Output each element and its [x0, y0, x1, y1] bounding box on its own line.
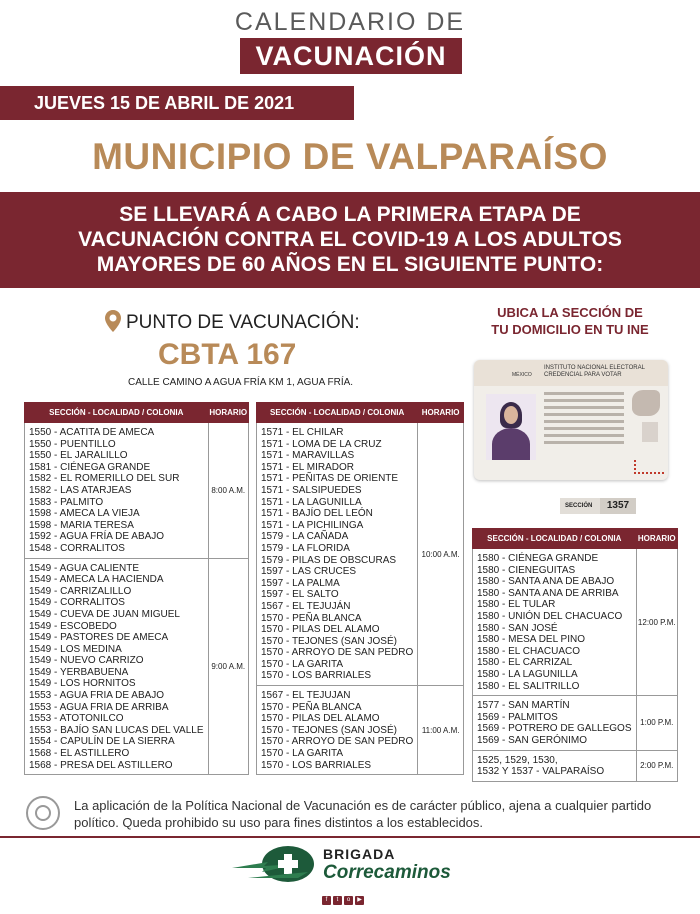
locations-cell [473, 696, 637, 750]
seccion-value: 1357 [600, 498, 636, 514]
location-item: 1570 - PEÑA BLANCA [261, 612, 362, 624]
col-header-horario: HORARIO [418, 403, 464, 423]
announcement-line: SE LLEVARÁ A CABO LA PRIMERA ETAPA DE [119, 203, 581, 226]
location-item: 1580 - LA LAGUNILLA [477, 668, 578, 680]
location-item: 1549 - NUEVO CARRIZO [29, 655, 144, 667]
punto-name: CBTA 167 [158, 338, 297, 371]
time-cell: 1:00 P.M. [636, 696, 678, 750]
col-header-seccion: SECCIÓN - LOCALIDAD / COLONIA [473, 529, 637, 549]
twitter-icon[interactable]: t [333, 896, 342, 905]
ine-card-title [544, 365, 645, 379]
location-item: 1549 - AGUA CALIENTE [29, 562, 140, 574]
location-item: 1570 - LA GARITA [261, 748, 344, 760]
footer-note: La aplicación de la Política Nacional de Vacunación es de carácter público, ajena a cualquier partido político. Queda prohibido su uso para fines distintos a los establecidos. [74, 798, 652, 830]
location-item: 1579 - LA FLORIDA [261, 542, 350, 554]
table-row [25, 423, 249, 559]
seccion-label: SECCIÓN [560, 498, 636, 514]
location-item: 1569 - SAN GERÓNIMO [477, 734, 588, 746]
ine-card-country: MÉXICO [512, 372, 532, 378]
location-item: 1549 - LOS HORNITOS [29, 678, 136, 690]
table-body [257, 423, 464, 775]
brigada-logo-icon [228, 842, 320, 890]
location-item: 1567 - EL TEJUJAN [261, 690, 351, 702]
schedule-table-2 [256, 402, 464, 775]
location-item: 1580 - EL TULAR [477, 599, 556, 611]
location-item: 1598 - MARIA TERESA [29, 519, 134, 531]
schedule-table-1 [24, 402, 249, 775]
location-item: 1570 - ARROYO DE SAN PEDRO [261, 736, 414, 748]
location-item: 1554 - CAPULÍN DE LA SIERRA [29, 736, 175, 748]
location-item: 1592 - AGUA FRÍA DE ABAJO [29, 531, 165, 543]
time-cell: 11:00 A.M. [418, 686, 464, 775]
location-item: 1570 - TEJONES (SAN JOSÉ) [261, 635, 397, 647]
location-item: 1580 - EL CHACUACO [477, 645, 580, 657]
location-item: 1579 - PILAS DE OBSCURAS [261, 554, 397, 566]
table-row [473, 549, 678, 696]
location-item: 1553 - BAJÍO SAN LUCAS DEL VALLE [29, 724, 204, 736]
locations-cell [473, 750, 637, 781]
location-item: 1553 - AGUA FRIA DE ARRIBA [29, 701, 169, 713]
locations-cell [25, 558, 209, 775]
location-item: 1581 - CIÉNEGA GRANDE [29, 461, 151, 473]
ine-heading-line: TU DOMICILIO EN TU INE [491, 322, 649, 337]
location-item: 1571 - PEÑITAS DE ORIENTE [261, 473, 399, 485]
location-item: 1598 - AMECA LA VIEJA [29, 508, 140, 520]
location-item: 1569 - POTRERO DE GALLEGOS [477, 723, 632, 735]
location-item: 1577 - SAN MARTÍN [477, 700, 570, 712]
location-item: 1570 - PILAS DEL ALAMO [261, 713, 380, 725]
location-item: 1570 - PILAS DEL ALAMO [261, 624, 380, 636]
punto-address: CALLE CAMINO A AGUA FRÍA KM 1, AGUA FRÍA. [128, 377, 354, 388]
location-item: 1570 - ARROYO DE SAN PEDRO [261, 647, 414, 659]
location-item: 1580 - EL CARRIZAL [477, 657, 573, 669]
ine-heading [470, 304, 670, 338]
social-icons [322, 896, 364, 905]
location-item: 1580 - SANTA ANA DE ARRIBA [477, 587, 619, 599]
mexico-map-icon [632, 390, 660, 416]
municipio-heading: MUNICIPIO DE VALPARAÍSO [92, 136, 608, 177]
location-item: 1550 - ACATITA DE AMECA [29, 427, 155, 438]
location-item: 1570 - TEJONES (SAN JOSÉ) [261, 724, 397, 736]
ine-small-photo [642, 422, 658, 442]
location-item: 1580 - MESA DEL PINO [477, 634, 586, 646]
time-cell: 9:00 A.M. [208, 558, 248, 775]
location-item: 1548 - CORRALITOS [29, 542, 125, 554]
location-item: 1571 - SALSIPUEDES [261, 484, 362, 496]
locations-cell [257, 686, 418, 775]
col-header-horario: HORARIO [208, 403, 248, 423]
announcement-line: MAYORES DE 60 AÑOS EN EL SIGUIENTE PUNTO: [96, 253, 604, 276]
youtube-icon[interactable]: ▶ [355, 896, 364, 905]
location-item: 1580 - UNIÓN DEL CHACUACO [477, 610, 623, 622]
location-item: 1571 - BAJÍO DEL LEÓN [261, 508, 373, 520]
title-line-2: VACUNACIÓN [240, 38, 462, 74]
ine-card-title-line: CREDENCIAL PARA VOTAR [544, 372, 622, 378]
location-item: 1597 - LAS CRUCES [261, 566, 357, 578]
punto-label: PUNTO DE VACUNACIÓN: [126, 312, 360, 333]
locations-cell [25, 423, 209, 559]
location-item: 1569 - PALMITOS [477, 711, 558, 723]
location-item: 1597 - LA PALMA [261, 577, 340, 589]
location-item: 1570 - LOS BARRIALES [261, 759, 372, 771]
table-row [25, 558, 249, 775]
col-header-horario: HORARIO [636, 529, 678, 549]
location-item: 1582 - LAS ATARJEAS [29, 484, 132, 496]
time-cell: 2:00 P.M. [636, 750, 678, 781]
location-item: 1549 - CUEVA DE JUAN MIGUEL [29, 608, 180, 620]
brand-line-2: Correcaminos [323, 862, 451, 883]
location-pin-icon [104, 309, 122, 333]
location-item: 1568 - EL ASTILLERO [29, 748, 130, 760]
location-item: 1553 - ATOTONILCO [29, 713, 124, 725]
location-item: 1580 - SANTA ANA DE ABAJO [477, 576, 615, 588]
location-item: 1597 - EL SALTO [261, 589, 339, 601]
location-item: 1571 - EL CHILAR [261, 427, 344, 438]
location-item: 1532 Y 1537 - VALPARAÍSO [477, 766, 605, 778]
table-body [473, 549, 678, 782]
location-item: 1549 - PASTORES DE AMECA [29, 632, 169, 644]
ine-heading-line: UBICA LA SECCIÓN DE [497, 305, 643, 320]
location-item: 1549 - YERBABUENA [29, 666, 129, 678]
location-item: 1549 - LOS MEDINA [29, 643, 122, 655]
location-item: 1549 - ESCOBEDO [29, 620, 117, 632]
government-seal-icon [26, 796, 60, 830]
locations-cell [473, 549, 637, 696]
location-item: 1549 - CARRIZALILLO [29, 585, 132, 597]
person-body [492, 428, 530, 460]
location-item: 1571 - LA LAGUNILLA [261, 496, 362, 508]
table-row [473, 750, 678, 781]
location-item: 1582 - EL ROMERILLO DEL SUR [29, 473, 180, 485]
location-item: 1580 - EL SALITRILLO [477, 680, 580, 692]
location-item: 1580 - CIÉNEGA GRANDE [477, 553, 599, 564]
location-item: 1550 - PUENTILLO [29, 438, 116, 450]
time-cell: 12:00 P.M. [636, 549, 678, 696]
col-header-seccion: SECCIÓN - LOCALIDAD / COLONIA [25, 403, 209, 423]
locations-cell [257, 423, 418, 686]
ine-card-text-lines [544, 392, 624, 448]
schedule-table-3 [472, 528, 678, 782]
time-cell: 8:00 A.M. [208, 423, 248, 559]
location-item: 1567 - EL TEJUJÁN [261, 600, 351, 612]
location-item: 1583 - PALMITO [29, 496, 104, 508]
location-item: 1549 - AMECA LA HACIENDA [29, 574, 164, 586]
col-header-seccion: SECCIÓN - LOCALIDAD / COLONIA [257, 403, 418, 423]
table-row [257, 423, 464, 686]
date-banner: JUEVES 15 DE ABRIL DE 2021 [0, 86, 354, 120]
announcement-banner [0, 192, 700, 288]
table-row [473, 696, 678, 750]
location-item: 1571 - MARAVILLAS [261, 450, 355, 462]
announcement-line: VACUNACIÓN CONTRA EL COVID-19 A LOS ADULTOS [78, 228, 622, 251]
person-face [504, 406, 518, 424]
location-item: 1550 - EL JARALILLO [29, 450, 128, 462]
location-item: 1570 - LOS BARRIALES [261, 670, 372, 682]
time-cell: 10:00 A.M. [418, 423, 464, 686]
title-line-1: CALENDARIO DE [234, 8, 466, 36]
location-item: 1571 - LA PICHILINGA [261, 519, 364, 531]
table-body [25, 423, 249, 775]
location-item: 1568 - PRESA DEL ASTILLERO [29, 759, 173, 771]
dotted-pointer [634, 460, 664, 474]
location-item: 1570 - PEÑA BLANCA [261, 701, 362, 713]
location-item: 1571 - LOMA DE LA CRUZ [261, 438, 382, 450]
location-item: 1549 - CORRALITOS [29, 597, 125, 609]
location-item: 1580 - CIENEGUITAS [477, 564, 576, 576]
table-row [257, 686, 464, 775]
location-item: 1553 - AGUA FRIA DE ABAJO [29, 690, 165, 702]
instagram-icon[interactable]: o [344, 896, 353, 905]
facebook-icon[interactable]: f [322, 896, 331, 905]
location-item: 1525, 1529, 1530, [477, 754, 558, 766]
location-item: 1579 - LA CAÑADA [261, 531, 349, 543]
footer-divider [0, 836, 700, 838]
ine-card-illustration [474, 360, 668, 480]
location-item: 1580 - SAN JOSÉ [477, 622, 558, 634]
location-item: 1571 - EL MIRADOR [261, 461, 354, 473]
brand-line-1: BRIGADA [323, 846, 396, 862]
ine-card-title-line: INSTITUTO NACIONAL ELECTORAL [544, 365, 645, 371]
location-item: 1570 - LA GARITA [261, 658, 344, 670]
ine-photo-icon [486, 394, 536, 460]
